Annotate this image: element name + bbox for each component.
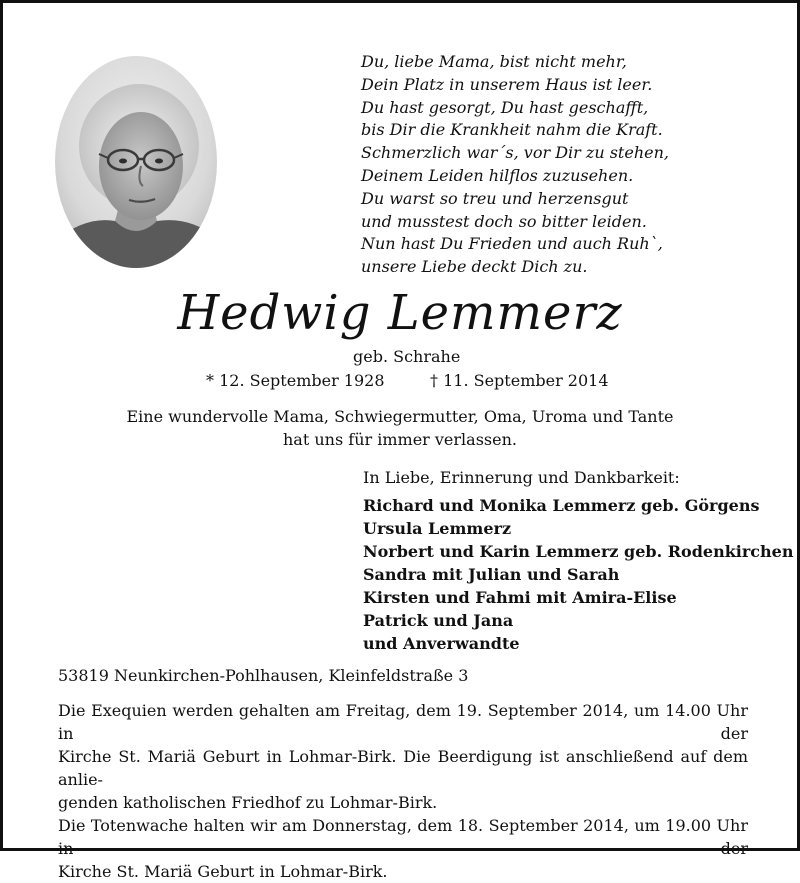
funeral-notice	[58, 699, 748, 883]
birth-date: * 12. September 1928	[206, 371, 385, 390]
list-item: Kirsten und Fahmi mit Amira-Elise	[363, 588, 677, 607]
notice-line: Kirche St. Mariä Geburt in Lohmar-Birk. Die Beerdigung ist anschließend auf dem anlie-	[58, 747, 748, 789]
deceased-name: Hedwig Lemmerz	[177, 285, 623, 341]
list-item: und Anverwandte	[363, 634, 520, 653]
notice-line: Kirche St. Mariä Geburt in Lohmar-Birk.	[58, 862, 388, 881]
mourners-list	[363, 494, 794, 655]
notice-line: Die Exequien werden gehalten am Freitag, dem 19. September 2014, um 14.00 Uhr in der	[58, 701, 748, 743]
poem-line: Du warst so treu und herzensgut	[361, 188, 629, 208]
list-item: Richard und Monika Lemmerz geb. Görgens	[363, 496, 760, 515]
intro-line: Eine wundervolle Mama, Schwiegermutter, Oma, Uroma und Tante	[126, 407, 674, 426]
memorial-poem	[361, 51, 761, 279]
intro-text	[3, 405, 797, 451]
notice-line: Die Totenwache halten wir am Donnerstag, dem 18. September 2014, um 19.00 Uhr in der	[58, 816, 748, 858]
poem-line: Deinem Leiden hilflos zuzusehen.	[361, 165, 634, 185]
poem-line: unsere Liebe deckt Dich zu.	[361, 257, 588, 277]
intro-line: hat uns für immer verlassen.	[283, 430, 517, 449]
poem-line: Du, liebe Mama, bist nicht mehr,	[361, 52, 627, 71]
closing-phrase: In Liebe, Erinnerung und Dankbarkeit:	[363, 468, 680, 487]
family-address: 53819 Neunkirchen-Pohlhausen, Kleinfeldstraße 3	[58, 666, 469, 685]
portrait-photo	[55, 56, 217, 268]
notice-line: genden katholischen Friedhof zu Lohmar-Birk.	[58, 793, 438, 812]
list-item: Sandra mit Julian und Sarah	[363, 565, 620, 584]
poem-line: bis Dir die Krankheit nahm die Kraft.	[361, 120, 663, 140]
death-date: † 11. September 2014	[430, 371, 609, 390]
list-item: Ursula Lemmerz	[363, 519, 512, 538]
poem-line: und musstest doch so bitter leiden.	[361, 211, 647, 231]
poem-line: Dein Platz in unserem Haus ist leer.	[361, 74, 653, 94]
list-item: Patrick und Jana	[363, 611, 514, 630]
birth-name: geb. Schrahe	[353, 347, 461, 366]
poem-line: Du hast gesorgt, Du hast geschafft,	[361, 97, 649, 117]
poem-line: Nun hast Du Frieden und auch Ruh`,	[361, 234, 663, 254]
list-item: Norbert und Karin Lemmerz geb. Rodenkirchen	[363, 542, 794, 561]
poem-line: Schmerzlich war´s, vor Dir zu stehen,	[361, 143, 669, 163]
